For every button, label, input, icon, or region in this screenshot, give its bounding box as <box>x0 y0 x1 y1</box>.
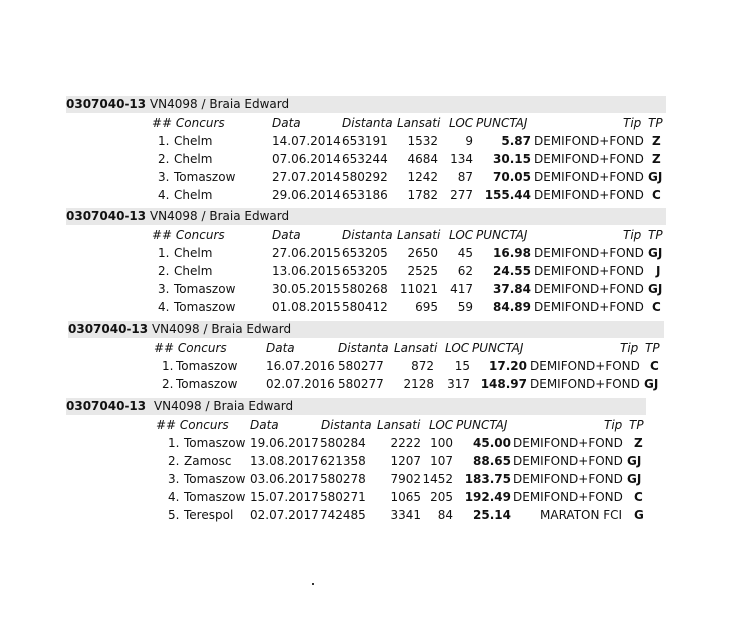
col-lansati: Lansati <box>394 341 438 355</box>
row-concurs: Tomaszow <box>174 300 236 314</box>
ring-number: 0307040-13 <box>66 399 147 413</box>
col-lansati: Lansati <box>397 228 441 242</box>
owner-name: VN4098 / Braia Edward <box>149 209 290 223</box>
row-tp: J <box>656 264 661 278</box>
row-tp: C <box>634 490 643 504</box>
row-index: 3. <box>158 170 170 184</box>
row-concurs: Chelm <box>174 152 213 166</box>
row-loc: 107 <box>430 454 453 468</box>
row-tp: GJ <box>648 282 663 296</box>
row-punctaj: 5.87 <box>501 134 531 148</box>
row-index: 1. <box>168 436 180 450</box>
row-loc: 15 <box>454 359 470 373</box>
col-distanta: Distanta <box>342 116 393 130</box>
row-tip: DEMIFOND+FOND <box>530 377 640 391</box>
row-distanta: 580277 <box>338 377 384 391</box>
table-row <box>66 168 666 186</box>
row-concurs: Terespol <box>184 508 234 522</box>
row-concurs: Tomaszow <box>174 170 236 184</box>
row-tp: Z <box>652 152 661 166</box>
row-lansati: 11021 <box>399 282 438 296</box>
row-lansati: 2128 <box>403 377 434 391</box>
row-punctaj: 70.05 <box>493 170 531 184</box>
col-tp: TP <box>648 116 663 130</box>
row-tip: DEMIFOND+FOND <box>513 436 623 450</box>
row-tp: GJ <box>648 170 663 184</box>
row-lansati: 1207 <box>390 454 421 468</box>
col-concurs: ## Concurs <box>156 418 229 432</box>
row-index: 1. <box>158 134 170 148</box>
row-tip: DEMIFOND+FOND <box>534 152 644 166</box>
row-tip: DEMIFOND+FOND <box>534 170 644 184</box>
row-data: 13.06.2015 <box>272 264 341 278</box>
row-data: 02.07.2016 <box>266 377 335 391</box>
row-distanta: 580284 <box>320 436 366 450</box>
col-loc: LOC <box>429 418 454 432</box>
row-lansati: 2222 <box>390 436 421 450</box>
row-data: 15.07.2017 <box>250 490 319 504</box>
row-distanta: 653191 <box>342 134 388 148</box>
row-tip: DEMIFOND+FOND <box>534 264 644 278</box>
table-row <box>66 488 646 506</box>
row-distanta: 653186 <box>342 188 388 202</box>
row-loc: 417 <box>450 282 473 296</box>
row-concurs: Tomaszow <box>174 282 236 296</box>
owner-name: VN4098 / Braia Edward <box>149 97 290 111</box>
row-lansati: 2525 <box>407 264 438 278</box>
row-data: 14.07.2014 <box>272 134 341 148</box>
row-tip: DEMIFOND+FOND <box>513 490 623 504</box>
col-tip: Tip <box>620 341 639 355</box>
col-tp: TP <box>648 228 663 242</box>
row-data: 30.05.2015 <box>272 282 341 296</box>
row-lansati: 1065 <box>390 490 421 504</box>
block-header <box>68 321 664 338</box>
row-index: 4. <box>158 300 170 314</box>
row-data: 13.08.2017 <box>250 454 319 468</box>
row-lansati: 7902 <box>390 472 421 486</box>
table-row <box>66 280 666 298</box>
row-punctaj: 148.97 <box>480 377 527 391</box>
row-concurs: Zamosc <box>184 454 232 468</box>
row-loc: 62 <box>457 264 473 278</box>
row-distanta: 580292 <box>342 170 388 184</box>
row-punctaj: 37.84 <box>493 282 531 296</box>
col-punctaj: PUNCTAJ <box>472 341 524 355</box>
col-distanta: Distanta <box>321 418 372 432</box>
table-row <box>68 357 664 375</box>
stray-dot <box>312 583 314 585</box>
row-punctaj: 25.14 <box>473 508 511 522</box>
row-loc: 100 <box>430 436 453 450</box>
row-tip: MARATON FCI <box>540 508 623 522</box>
block-header <box>66 208 666 225</box>
row-index: 3. <box>168 472 180 486</box>
table-row <box>66 470 646 488</box>
col-data: Data <box>272 228 301 242</box>
row-concurs: Tomaszow <box>176 377 238 391</box>
table-row <box>66 262 666 280</box>
row-concurs: Tomaszow <box>184 436 246 450</box>
row-loc: 277 <box>450 188 473 202</box>
row-concurs: Tomaszow <box>184 490 246 504</box>
row-tp: C <box>652 300 661 314</box>
row-loc: 205 <box>430 490 453 504</box>
col-data: Data <box>272 116 301 130</box>
row-index: 1. <box>158 246 170 260</box>
row-lansati: 3341 <box>390 508 421 522</box>
table-row <box>66 434 646 452</box>
row-lansati: 872 <box>411 359 434 373</box>
col-distanta: Distanta <box>342 228 393 242</box>
row-data: 03.06.2017 <box>250 472 319 486</box>
table-row <box>66 244 666 262</box>
row-tip: DEMIFOND+FOND <box>534 282 644 296</box>
row-tip: DEMIFOND+FOND <box>534 300 644 314</box>
ring-number: 0307040-13 <box>66 209 147 223</box>
row-tp: GJ <box>644 377 659 391</box>
col-tip: Tip <box>604 418 623 432</box>
row-punctaj: 88.65 <box>473 454 511 468</box>
owner-name: VN4098 / Braia Edward <box>153 399 294 413</box>
row-data: 27.07.2014 <box>272 170 341 184</box>
table-row <box>66 452 646 470</box>
row-loc: 317 <box>447 377 470 391</box>
row-loc: 84 <box>437 508 453 522</box>
col-tip: Tip <box>623 228 642 242</box>
ring-number: 0307040-13 <box>68 322 149 336</box>
row-loc: 59 <box>457 300 473 314</box>
row-tp: GJ <box>648 246 663 260</box>
row-tip: DEMIFOND+FOND <box>534 246 644 260</box>
row-concurs: Chelm <box>174 188 213 202</box>
col-lansati: Lansati <box>377 418 421 432</box>
row-tip: DEMIFOND+FOND <box>530 359 640 373</box>
row-distanta: 580268 <box>342 282 388 296</box>
row-lansati: 1532 <box>407 134 438 148</box>
row-punctaj: 192.49 <box>464 490 511 504</box>
col-punctaj: PUNCTAJ <box>476 116 528 130</box>
row-index: 4. <box>158 188 170 202</box>
row-concurs: Chelm <box>174 134 213 148</box>
row-tp: C <box>652 188 661 202</box>
row-index: 1. <box>162 359 174 373</box>
row-data: 01.08.2015 <box>272 300 341 314</box>
row-punctaj: 183.75 <box>464 472 511 486</box>
row-distanta: 653205 <box>342 264 388 278</box>
row-data: 16.07.2016 <box>266 359 335 373</box>
row-tp: Z <box>652 134 661 148</box>
col-loc: LOC <box>449 116 474 130</box>
table-row <box>66 186 666 204</box>
row-concurs: Tomaszow <box>176 359 238 373</box>
row-index: 2. <box>158 264 170 278</box>
col-tip: Tip <box>623 116 642 130</box>
row-tp: G <box>634 508 644 522</box>
row-distanta: 580277 <box>338 359 384 373</box>
row-tp: GJ <box>627 472 642 486</box>
col-loc: LOC <box>449 228 474 242</box>
row-index: 2. <box>158 152 170 166</box>
row-punctaj: 45.00 <box>473 436 511 450</box>
row-data: 19.06.2017 <box>250 436 319 450</box>
col-punctaj: PUNCTAJ <box>476 228 528 242</box>
row-punctaj: 16.98 <box>493 246 531 260</box>
row-data: 27.06.2015 <box>272 246 341 260</box>
row-concurs: Tomaszow <box>184 472 246 486</box>
row-tip: DEMIFOND+FOND <box>513 472 623 486</box>
table-row <box>68 375 664 393</box>
row-distanta: 580412 <box>342 300 388 314</box>
row-lansati: 695 <box>415 300 438 314</box>
row-punctaj: 30.15 <box>493 152 531 166</box>
col-concurs: ## Concurs <box>154 341 227 355</box>
row-tip: DEMIFOND+FOND <box>534 188 644 202</box>
col-concurs: ## Concurs <box>152 116 225 130</box>
row-tp: Z <box>634 436 643 450</box>
col-lansati: Lansati <box>397 116 441 130</box>
block-header <box>66 398 646 415</box>
row-concurs: Chelm <box>174 246 213 260</box>
row-tp: C <box>650 359 659 373</box>
table-row <box>66 150 666 168</box>
row-distanta: 621358 <box>320 454 366 468</box>
row-index: 4. <box>168 490 180 504</box>
row-tip: DEMIFOND+FOND <box>534 134 644 148</box>
row-index: 3. <box>158 282 170 296</box>
row-distanta: 580271 <box>320 490 366 504</box>
row-concurs: Chelm <box>174 264 213 278</box>
col-data: Data <box>266 341 295 355</box>
row-punctaj: 17.20 <box>489 359 527 373</box>
row-loc: 1452 <box>422 472 453 486</box>
col-tp: TP <box>645 341 660 355</box>
row-loc: 9 <box>465 134 473 148</box>
row-tp: GJ <box>627 454 642 468</box>
col-concurs: ## Concurs <box>152 228 225 242</box>
col-tp: TP <box>629 418 644 432</box>
col-loc: LOC <box>445 341 470 355</box>
row-lansati: 1782 <box>407 188 438 202</box>
row-data: 07.06.2014 <box>272 152 341 166</box>
row-punctaj: 24.55 <box>493 264 531 278</box>
col-distanta: Distanta <box>338 341 389 355</box>
row-lansati: 4684 <box>407 152 438 166</box>
block-header <box>66 96 666 113</box>
row-lansati: 2650 <box>407 246 438 260</box>
row-punctaj: 155.44 <box>484 188 531 202</box>
row-data: 02.07.2017 <box>250 508 319 522</box>
row-index: 2. <box>162 377 174 391</box>
table-row <box>66 506 646 524</box>
col-punctaj: PUNCTAJ <box>456 418 508 432</box>
table-row <box>66 298 666 316</box>
row-distanta: 580278 <box>320 472 366 486</box>
owner-name: VN4098 / Braia Edward <box>151 322 292 336</box>
ring-number: 0307040-13 <box>66 97 147 111</box>
row-loc: 45 <box>457 246 473 260</box>
row-distanta: 653244 <box>342 152 388 166</box>
row-distanta: 742485 <box>320 508 366 522</box>
row-distanta: 653205 <box>342 246 388 260</box>
row-loc: 134 <box>450 152 473 166</box>
col-data: Data <box>250 418 279 432</box>
row-punctaj: 84.89 <box>493 300 531 314</box>
row-data: 29.06.2014 <box>272 188 341 202</box>
row-lansati: 1242 <box>407 170 438 184</box>
row-index: 5. <box>168 508 180 522</box>
row-index: 2. <box>168 454 180 468</box>
row-loc: 87 <box>457 170 473 184</box>
row-tip: DEMIFOND+FOND <box>513 454 623 468</box>
table-row <box>66 132 666 150</box>
